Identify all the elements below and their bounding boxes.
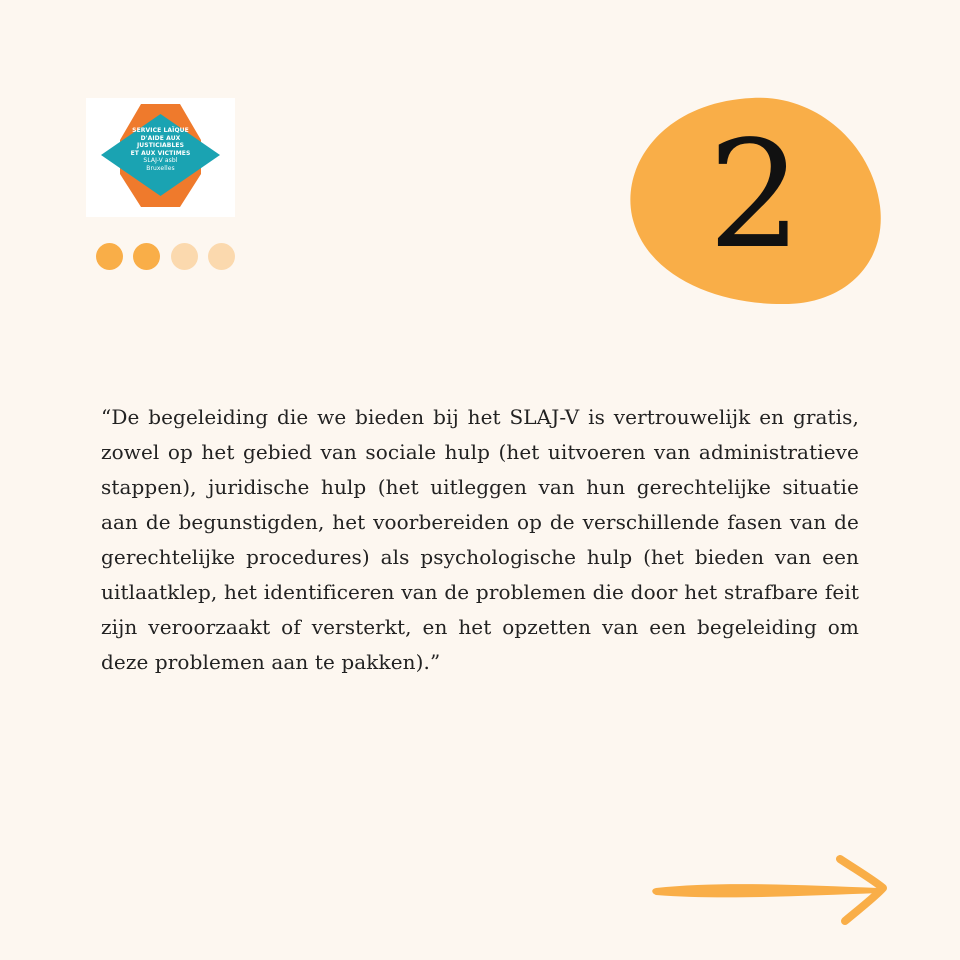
quote-text: “De begeleiding die we bieden bij het SLAJ-V is vertrouwelijk en gratis, zowel op het gebied van sociale hulp (het uitvoeren van administratieve stappen), juridische hulp (het uitleggen van hun gerechtelijke situatie aan de begunstigden, het voorbereiden op de verschillende fasen van de gerechtelijke procedures) als psychologische hulp (het bieden van een uitlaatklep, het identificeren van de problemen die door het strafbare feit zijn veroorzaakt of versterkt, en het opzetten van een begeleiding om deze problemen aan te pakken).” [101,405,859,674]
logo-line: D'AIDE AUX [140,134,181,142]
logo-text [86,127,235,173]
logo-line: ET AUX VICTIMES [130,149,191,157]
organization-logo [86,98,235,217]
logo-line: JUSTICIABLES [136,142,185,150]
pagination-dot[interactable] [171,243,198,270]
arrow-right-icon[interactable] [650,855,890,925]
logo-line: SLAJ-V asbl [143,157,178,165]
pagination-dot[interactable] [133,243,160,270]
pagination-dot[interactable] [96,243,123,270]
logo-line: SERVICE LAÏQUE [132,127,189,134]
pagination-dot[interactable] [208,243,235,270]
slide-number: 2 [707,109,803,281]
logo-line: Bruxelles [146,164,175,172]
